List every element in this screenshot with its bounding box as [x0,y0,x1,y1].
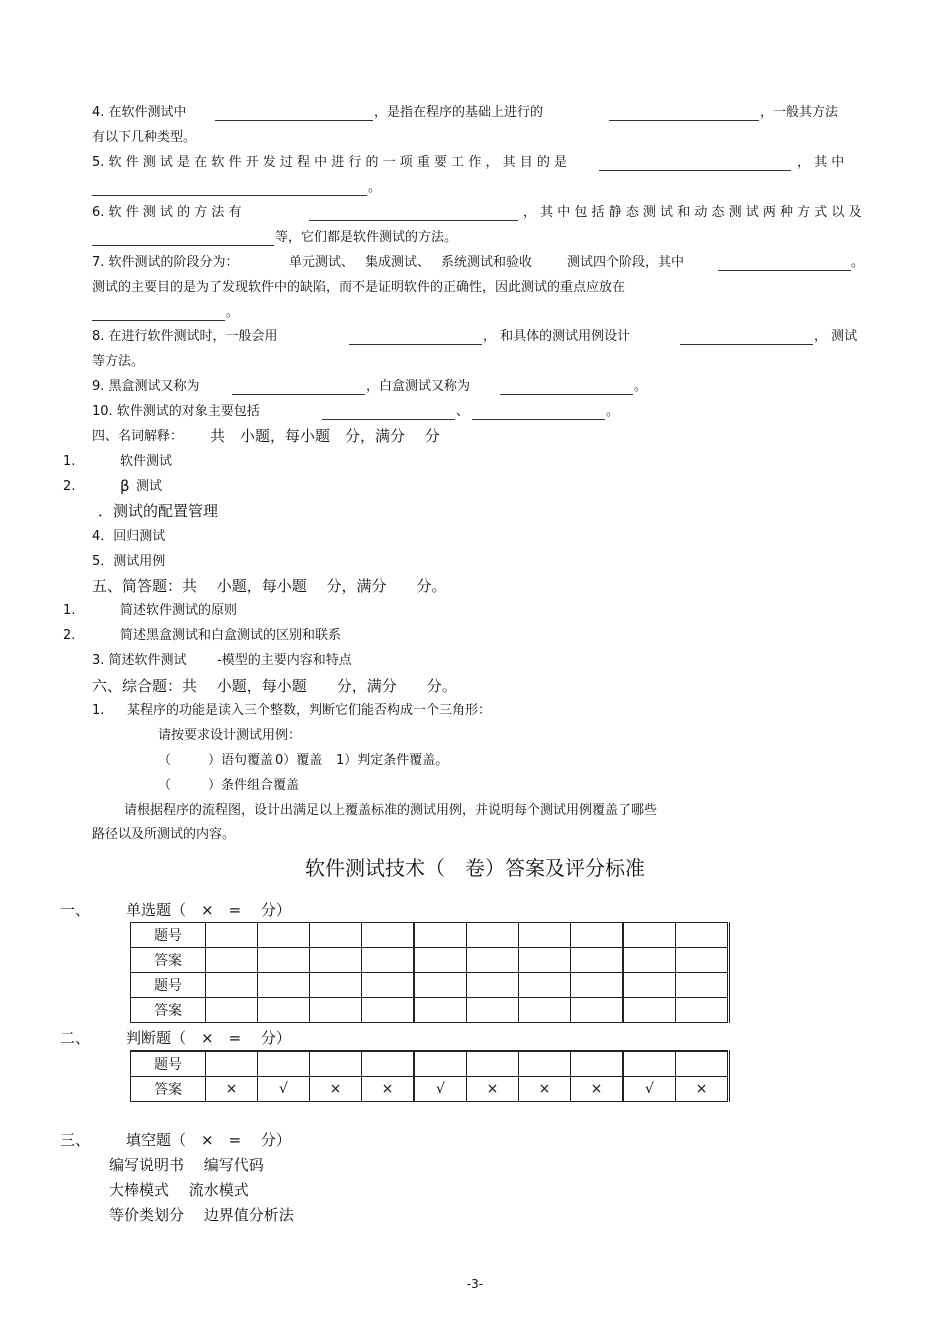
table-row [131,1051,729,1077]
table-cell [571,973,624,998]
blank-line [322,419,455,420]
part2-num: 二、 [60,1029,91,1047]
section5-heading: 五、简答题：共 小题，每小题 分，满分 分。 [92,577,447,595]
table-cell [571,998,624,1023]
table-cell [258,923,310,948]
section4-heading-b: 共 小题，每小题 分，满分 分 [210,427,440,445]
table-cell [676,973,729,998]
table-cell [362,973,415,998]
part3-label: 填空题（ × = 分） [126,1131,291,1149]
q9-line1c: 。 [634,379,648,394]
table-cell [414,973,467,998]
table-cell [310,948,362,973]
blank-line [680,344,813,345]
table-cell [362,923,415,948]
s4-item1: 软件测试 [120,454,173,469]
table-cell [310,998,362,1023]
table-cell [206,923,258,948]
q10-line1a: 10. 软件测试的对象主要包括 [92,404,260,419]
q10-line1c: 。 [606,404,620,419]
s6-sub2-c: 0）覆盖 [275,753,323,768]
s6-item1: 某程序的功能是读入三个整数，判断它们能否构成一个三角形： [127,703,492,718]
answer-mark: × [571,1077,624,1102]
blank-line [92,195,367,196]
row-header: 题号 [131,1051,206,1077]
q9-line1a: 9. 黑盒测试又称为 [92,379,200,394]
s6-para-a: 请根据程序的流程图，设计出满足以上覆盖标准的测试用例，并说明每个测试用例覆盖了哪些 [124,803,658,818]
q7-line1c: 集成测试、 [365,255,431,270]
q6-line2: 等，它们都是软件测试的方法。 [275,230,458,245]
table-cell [467,973,519,998]
blank-line [92,245,274,246]
q6-line1a: 6. 软 件 测 试 的 方 法 有 [92,205,242,220]
blank-line [349,344,482,345]
s6-sub1: 请按要求设计测试用例： [158,728,302,743]
q4-line1c: ，一般其方法 [760,105,839,120]
blank-line [599,170,791,171]
section4-heading-a: 四、名词解释： [92,429,184,444]
part1-num: 一、 [60,901,91,919]
q7-line3: 。 [226,305,240,320]
table-cell [258,948,310,973]
s5-item2: 简述黑盒测试和白盒测试的区别和联系 [120,628,342,643]
table-cell [519,998,571,1023]
section6-heading: 六、综合题：共 小题，每小题 分，满分 分。 [92,677,457,695]
table-cell [414,923,467,948]
table-cell [519,1051,571,1077]
q8-line2: 等方法。 [92,354,145,369]
q8-line1b: ， 和具体的测试用例设计 [483,329,631,344]
q10-line1b: 、 [456,404,470,419]
s6-sub3-a: （ [158,778,172,793]
table-cell [362,1051,415,1077]
table-cell [414,948,467,973]
s6-sub3-b: ）条件组合覆盖 [208,778,300,793]
table-cell [414,998,467,1023]
s5-item1-num: 1. [63,603,76,618]
table-cell [519,948,571,973]
table-cell [310,923,362,948]
table-cell [623,973,676,998]
table-cell [676,1051,729,1077]
s4-item4: 4．回归测试 [92,529,166,544]
table-cell [467,1051,519,1077]
answer-mark: × [206,1077,258,1102]
q4-line1a: 4. 在软件测试中 [92,105,187,120]
row-header: 题号 [131,973,206,998]
fill-answer-line: 编写说明书 编写代码 [109,1156,264,1174]
answer-mark: × [310,1077,362,1102]
s5-item2-num: 2. [63,628,76,643]
s4-item1-num: 1. [63,454,76,469]
q6-line1b: ， 其 中 包 括 静 态 测 试 和 动 态 测 试 两 种 方 式 以 及 [523,205,862,220]
blank-line [472,419,605,420]
q7-line2: 测试的主要目的是为了发现软件中的缺陷，而不是证明软件的正确性，因此测试的重点应放在 [92,280,626,295]
table-cell [467,923,519,948]
answer-mark: × [519,1077,571,1102]
q9-line1b: ，白盒测试又称为 [366,379,471,394]
table-cell [258,998,310,1023]
part1-label: 单选题（ × = 分） [126,901,291,919]
table-cell [258,973,310,998]
answer-mark: × [676,1077,729,1102]
q7-line1b: 单元测试、 [289,255,355,270]
s6-sub2-d: 1）判定条件覆盖。 [336,753,449,768]
q4-line1b: ，是指在程序的基础上进行的 [374,105,544,120]
table-cell [206,1051,258,1077]
q8-line1a: 8. 在进行软件测试时，一般会用 [92,329,278,344]
table-cell [414,1051,467,1077]
blank-line [215,120,373,121]
s5-item1: 简述软件测试的原则 [120,603,238,618]
s4-item3: ．测试的配置管理 [98,502,219,520]
row-header: 题号 [131,923,206,948]
table-cell [258,1051,310,1077]
table-cell [571,1051,624,1077]
page-number: -3- [466,1277,484,1291]
table-row [131,923,729,948]
q5-line1a: 5. 软 件 测 试 是 在 软 件 开 发 过 程 中 进 行 的 一 项 重 要 工 作 ， 其 目 的 是 [92,155,567,170]
blank-line [92,320,225,321]
table-cell [519,923,571,948]
answer-mark: √ [258,1077,310,1102]
q4-line2: 有以下几种类型。 [92,130,197,145]
table-cell [362,948,415,973]
answer-mark: √ [623,1077,676,1102]
table-cell [362,998,415,1023]
s6-sub2-b: ）语句覆盖 [208,753,274,768]
table-row [131,948,729,973]
single-choice-answer-table [130,922,730,1023]
s4-item2-num: 2. [63,479,76,494]
answer-title: 软件测试技术（ 卷）答案及评分标准 [305,856,645,880]
part3-num: 三、 [60,1131,91,1149]
table-cell [676,948,729,973]
row-header: 答案 [131,1077,206,1102]
answer-mark: √ [414,1077,467,1102]
table-cell [676,923,729,948]
fill-answer-line: 大棒模式 流水模式 [109,1181,249,1199]
part2-label: 判断题（ × = 分） [126,1029,291,1047]
s4-item5: 5．测试用例 [92,554,166,569]
fill-answer-line: 等价类划分 边界值分析法 [109,1206,294,1224]
s6-sub2-a: （ [158,753,172,768]
table-cell [623,998,676,1023]
row-header: 答案 [131,948,206,973]
table-cell [623,948,676,973]
s5-item3-b: -模型的主要内容和特点 [217,653,352,668]
table-row [131,973,729,998]
row-header: 答案 [131,998,206,1023]
table-cell [519,973,571,998]
s6-item1-num: 1. [92,703,105,718]
table-cell [623,1051,676,1077]
table-cell [676,998,729,1023]
blank-line [718,270,851,271]
s4-item2: 测试 [136,479,163,494]
blank-line [609,120,759,121]
blank-line [309,220,518,221]
table-row [131,998,729,1023]
s4-item2-beta: β [120,477,130,495]
table-cell [623,923,676,948]
table-cell [310,973,362,998]
answer-mark: × [362,1077,415,1102]
table-cell [310,1051,362,1077]
table-cell [571,948,624,973]
q7-line1f: 。 [851,255,865,270]
table-cell [206,973,258,998]
table-cell [571,923,624,948]
s6-para-b: 路径以及所测试的内容。 [92,827,236,842]
table-cell [206,998,258,1023]
q5-line1b: ， 其 中 [797,155,845,170]
q7-line1d: 系统测试和验收 [441,255,533,270]
blank-line [500,394,633,395]
q5-line2: 。 [368,180,382,195]
table-cell [467,998,519,1023]
table-row [131,1077,729,1102]
q7-line1e: 测试四个阶段，其中 [567,255,685,270]
answer-mark: × [467,1077,519,1102]
true-false-answer-table [130,1050,730,1102]
q8-line1c: ， 测试 [814,329,858,344]
s5-item3-a: 3. 简述软件测试 [92,653,187,668]
table-cell [467,948,519,973]
q7-line1a: 7. 软件测试的阶段分为： [92,255,239,270]
blank-line [232,394,365,395]
table-cell [206,948,258,973]
